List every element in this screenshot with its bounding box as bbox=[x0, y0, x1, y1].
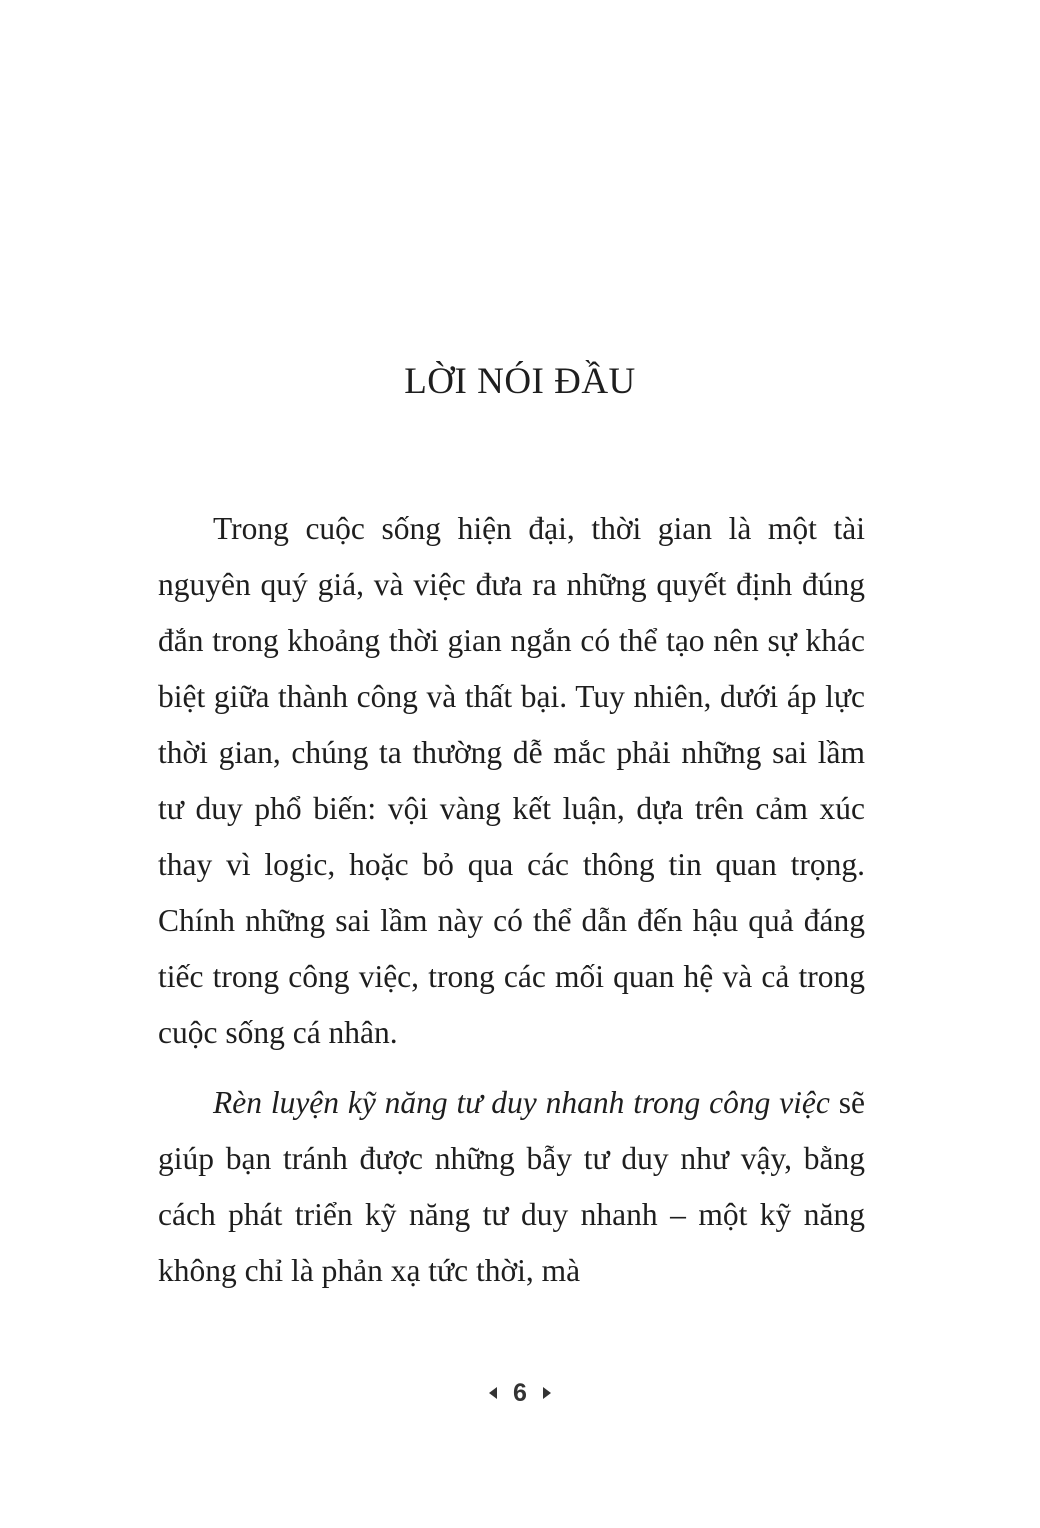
paragraph-2-text: sẽ giúp bạn tránh được những bẫy tư duy như vậy, bằng cách phát triển kỹ năng tư duy nhanh – một kỹ năng không chỉ là phản xạ tức thời, mà bbox=[158, 1085, 865, 1288]
left-triangle-icon bbox=[489, 1387, 497, 1399]
book-title-emphasis: Rèn luyện kỹ năng tư duy nhanh trong công việc bbox=[213, 1085, 830, 1120]
page-footer bbox=[0, 1373, 1040, 1413]
paragraph-1: Trong cuộc sống hiện đại, thời gian là một tài nguyên quý giá, và việc đưa ra những quyết định đúng đắn trong khoảng thời gian ngắn có thể tạo nên sự khác biệt giữa thành công và thất bại. Tuy nhiên, dưới áp lực thời gian, chúng ta thường dễ mắc phải những sai lầm tư duy phổ biến: vội vàng kết luận, dựa trên cảm xúc thay vì logic, hoặc bỏ qua các thông tin quan trọng. Chính những sai lầm này có thể dẫn đến hậu quả đáng tiếc trong công việc, trong các mối quan hệ và cả trong cuộc sống cá nhân. bbox=[158, 511, 865, 1050]
paragraph-2 bbox=[158, 1075, 865, 1299]
right-triangle-icon bbox=[543, 1387, 551, 1399]
page-title: LỜI NÓI ĐẦU bbox=[404, 361, 636, 402]
body-text bbox=[158, 501, 865, 1299]
page-number: 6 bbox=[513, 1378, 527, 1407]
